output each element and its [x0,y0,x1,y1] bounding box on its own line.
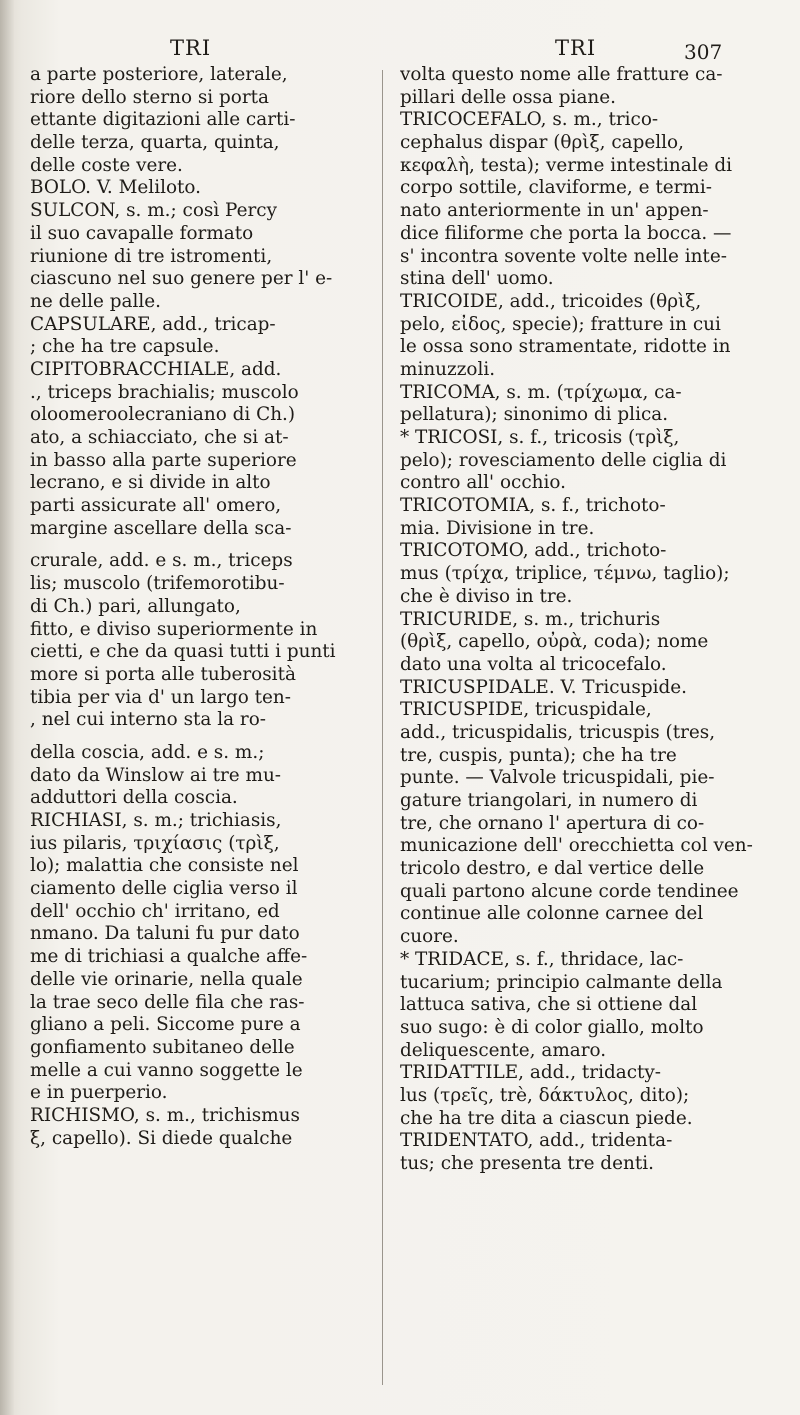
text-line: corpo sottile, claviforme, e termi- [400,177,712,199]
text-line: delle vie orinarie, nella quale [30,968,303,990]
text-line: lis; muscolo (trifemorotibu- [30,573,285,595]
text-line: adduttori della coscia. [30,787,238,809]
text-line: lecrano, e si divide in alto [30,472,271,494]
text-line: CAPSULARE, add., tricap- [30,313,276,335]
text-line: ato, a schiacciato, che si at- [30,427,289,448]
text-line: more si porta alle tuberosità [30,663,296,685]
text-line: continue alle colonne carnee del [400,903,704,925]
text-line: TRICOMA, s. m. (τρίχωμα, ca- [400,381,682,403]
paragraph-gap [30,732,365,742]
text-line: BOLO. V. Meliloto. [30,177,202,199]
page-number: 307 [684,40,723,64]
text-line: RICHIASI, s. m.; trichiasis, [30,810,282,831]
left-column [30,64,365,1394]
right-column [400,64,772,1394]
text-line: tre, che ornano l' apertura di co- [400,812,705,834]
text-line: ; che ha tre capsule. [30,336,220,358]
text-line: quali partono alcune corde tendinee [400,880,739,902]
text-line: che ha tre dita a ciascun piede. [400,1107,693,1129]
text-line: , nel cui interno sta la ro- [30,709,266,731]
text-line: tre, cuspis, punta); che ha tre [400,744,677,766]
text-line: dell' occhio ch' irritano, ed [30,900,280,922]
text-line: volta questo nome alle fratture ca- [400,64,723,85]
text-line: TRICURIDE, s. m., trichuris [400,608,661,630]
text-line: ., triceps brachialis; muscolo [30,381,299,403]
text-line: tricolo destro, e dal vertice delle [400,858,705,880]
text-line: lattuca sativa, che si ottiene dal [400,994,698,1016]
text-line: pillari delle ossa piane. [400,86,617,108]
text-line: cephalus dispar (θρὶξ, capello, [400,132,684,154]
text-line: in basso alla parte superiore [30,449,297,471]
text-line: TRICUSPIDE, tricuspidale, [400,699,652,721]
text-line: ne delle palle. [30,290,161,312]
text-line: add., tricuspidalis, tricuspis (tres, [400,721,716,743]
text-line: dato una volta al tricocefalo. [400,653,667,675]
text-line: melle a cui vanno soggette le [30,1059,303,1081]
text-line: ettante digitazioni alle carti- [30,109,296,131]
text-line: cietti, e che da quasi tutti i punti [30,641,336,663]
text-line: delle coste vere. [30,154,183,176]
running-head-left: TRI [170,36,212,60]
text-line: (θρὶξ, capello, οὐρὰ, coda); nome [400,631,709,653]
text-line: mia. Divisione in tre. [400,517,595,539]
text-line: pellatura); sinonimo di plica. [400,404,669,426]
text-line: mus (τρίχα, triplice, τέμνω, taglio); [400,563,730,585]
text-line: * TRICOSI, s. f., tricosis (τρὶξ, [400,427,680,448]
text-line: crurale, add. e s. m., triceps [30,550,293,572]
text-line: e in puerperio. [30,1082,168,1104]
text-line: fitto, e diviso superiormente in [30,618,318,640]
text-line: tibia per via d' un largo ten- [30,686,291,708]
text-line: gliano a peli. Siccome pure a [30,1014,301,1036]
text-line: il suo cavapalle formato [30,222,254,244]
text-line: dato da Winslow ai tre mu- [30,764,282,786]
text-line: municazione dell' orecchietta col ven- [400,835,753,857]
column-divider [382,70,383,1385]
text-line: oloomeroolecraniano di Ch.) [30,404,296,426]
text-line: ξ, capello). Si diede qualche [30,1127,293,1149]
text-line: ius pilaris, τριχίασις (τρὶξ, [30,832,280,854]
text-line: RICHISMO, s. m., trichismus [30,1104,300,1126]
text-line: riunione di tre istromenti, [30,245,273,267]
text-line: me di trichiasi a qualche affe- [30,946,308,968]
text-line: TRICOIDE, add., tricoides (θρὶξ, [400,290,702,312]
text-line: nato anteriormente in un' appen- [400,200,709,222]
text-line: le ossa sono stramentate, ridotte in [400,336,731,358]
text-line: lus (τρεῖς, trè, δάκτυλος, dito); [400,1084,690,1106]
binding-gutter [0,0,14,1415]
text-line: a parte posteriore, laterale, [30,64,288,85]
text-line: della coscia, add. e s. m.; [30,741,265,763]
text-line: stina dell' uomo. [400,268,554,290]
text-line: che è diviso in tre. [400,585,573,607]
text-line: di Ch.) pari, allungato, [30,595,241,617]
paragraph-gap [30,540,365,550]
text-line: ciamento delle ciglia verso il [30,878,298,900]
text-line: riore dello sterno si porta [30,86,270,108]
text-line: tus; che presenta tre denti. [400,1153,654,1174]
text-line: gonfiamento subitaneo delle [30,1036,295,1058]
text-line: pelo, εἶδος, specie); fratture in cui [400,313,721,335]
text-line: delle terza, quarta, quinta, [30,132,280,154]
text-line: gature triangolari, in numero di [400,790,698,811]
text-line: TRICUSPIDALE. V. Tricuspide. [400,676,687,698]
text-line: lo); malattia che consiste nel [30,855,299,877]
text-line: la trae seco delle fila che ras- [30,991,305,1013]
text-line: contro all' occhio. [400,472,566,494]
text-line: TRIDATTILE, add., tridacty- [400,1062,662,1084]
text-line: tucarium; principio calmante della [400,971,723,993]
text-line: TRICOTOMIA, s. f., trichoto- [400,495,666,517]
text-line: dice filiforme che porta la bocca. — [400,222,732,244]
running-head-right: TRI [555,36,597,60]
text-line: nmano. Da taluni fu pur dato [30,923,300,945]
text-line: CIPITOBRACCHIALE, add. [30,358,282,380]
text-line: punte. — Valvole tricuspidali, pie- [400,767,715,789]
text-line: margine ascellare della sca- [30,517,292,539]
text-line: TRICOCEFALO, s. m., trico- [400,109,659,131]
text-line: TRICOTOMO, add., trichoto- [400,540,667,562]
text-line: minuzzoli. [400,358,496,380]
text-line: κεφαλὴ, testa); verme intestinale di [400,154,732,176]
text-line: s' incontra sovente volte nelle inte- [400,245,727,267]
text-line: SULCON, s. m.; così Percy [30,200,277,222]
text-line: * TRIDACE, s. f., thridace, lac- [400,948,684,970]
text-line: cuore. [400,926,459,948]
text-line: pelo); rovesciamento delle ciglia di [400,449,727,471]
text-line: deliquescente, amaro. [400,1039,607,1061]
text-line: TRIDENTATO, add., tridenta- [400,1130,673,1152]
text-line: suo sugo: è di color giallo, molto [400,1016,704,1038]
text-line: parti assicurate all' omero, [30,495,282,517]
text-line: ciascuno nel suo genere per l' e- [30,268,333,290]
